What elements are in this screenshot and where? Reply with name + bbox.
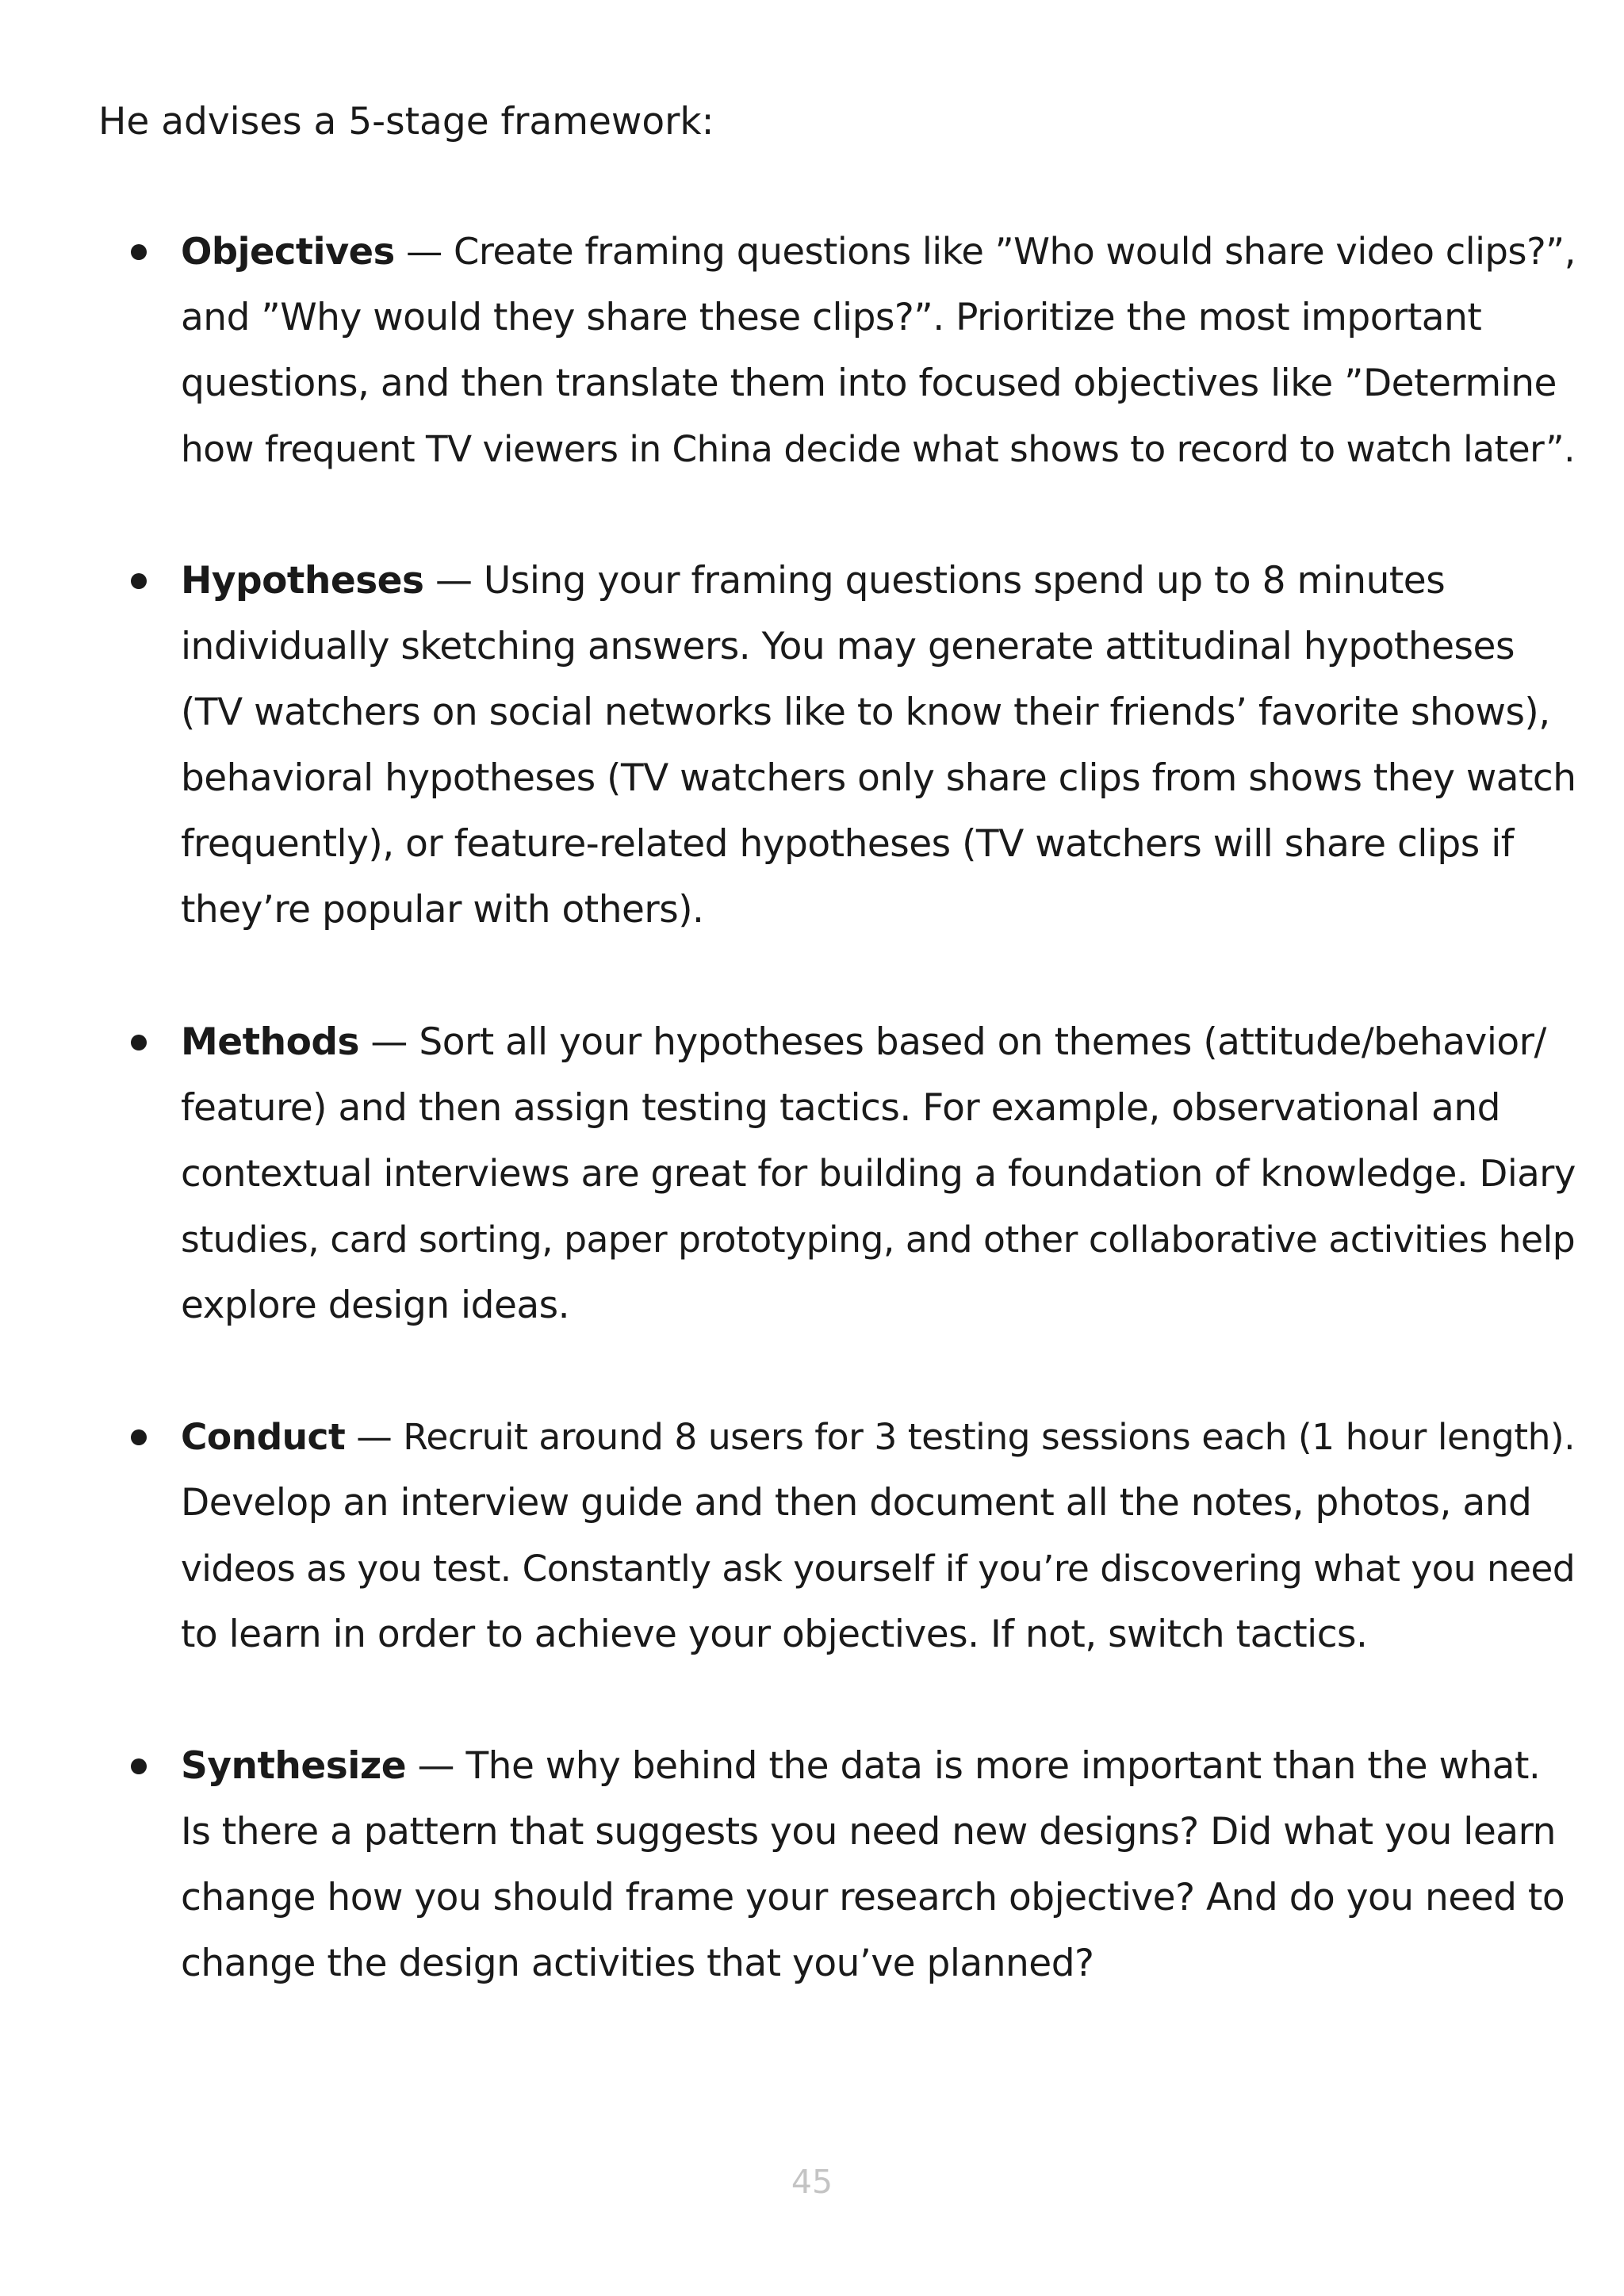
item-line: change how you should frame your research objective? And do you need to: [181, 1876, 1565, 1919]
item-text: — Using your framing questions spend up to 8 minutes: [423, 559, 1446, 603]
item-line: Develop an interview guide and then document all the notes, photos, and: [181, 1481, 1532, 1525]
item-line: [181, 1733, 1541, 1799]
item-term: Objectives: [181, 230, 395, 273]
bullet-icon: [131, 1035, 147, 1050]
item-text: — The why behind the data is more important than the what.: [406, 1744, 1541, 1788]
item-line: frequently), or feature-related hypotheses (TV watchers will share clips if: [181, 822, 1514, 866]
bullet-icon: [131, 244, 147, 260]
bullet-icon: [131, 1758, 147, 1774]
list-item-hypotheses: [181, 548, 1576, 943]
item-line: contextual interviews are great for building a foundation of knowledge. Diary: [181, 1152, 1576, 1195]
list-item-objectives: [181, 219, 1576, 482]
item-text: — Create framing questions like ”Who would share video clips?”,: [394, 230, 1576, 273]
item-line: Is there a pattern that suggests you need new designs? Did what you learn: [181, 1810, 1556, 1854]
item-line: and ”Why would they share these clips?”. Prioritize the most important: [181, 296, 1482, 339]
item-line: studies, card sorting, paper prototyping, and other collaborative activities help: [181, 1219, 1576, 1261]
item-line: questions, and then translate them into focused objectives like ”Determine: [181, 362, 1557, 405]
item-line: to learn in order to achieve your objectives. If not, switch tactics.: [181, 1613, 1368, 1656]
bullet-icon: [131, 573, 147, 589]
item-text: — Recruit around 8 users for 3 testing sessions each (1 hour length).: [345, 1416, 1576, 1458]
item-line: feature) and then assign testing tactics. For example, observational and: [181, 1086, 1500, 1130]
item-line: [181, 219, 1576, 285]
item-line: [181, 1009, 1546, 1075]
item-line: change the design activities that you’ve planned?: [181, 1942, 1094, 1985]
item-line: [181, 548, 1529, 614]
list-item-methods: [181, 1009, 1576, 1338]
item-term: Synthesize: [181, 1744, 407, 1788]
item-line: how frequent TV viewers in China decide what shows to record to watch later”.: [181, 428, 1575, 470]
item-term: Methods: [181, 1020, 359, 1064]
page-number: 45: [791, 2163, 833, 2201]
item-line: (TV watchers on social networks like to know their friends’ favorite shows),: [181, 691, 1550, 734]
item-line: explore design ideas.: [181, 1284, 570, 1327]
item-line: individually sketching answers. You may generate attitudinal hypotheses: [181, 625, 1515, 668]
item-term: Conduct: [181, 1416, 346, 1458]
item-text: — Sort all your hypotheses based on themes (attitude/behavior/: [358, 1020, 1546, 1064]
bullet-icon: [131, 1429, 147, 1445]
item-line: behavioral hypotheses (TV watchers only share clips from shows they watch: [181, 756, 1576, 800]
list-item-synthesize: [181, 1733, 1565, 1996]
item-term: Hypotheses: [181, 559, 424, 603]
intro-text: He advises a 5-stage framework:: [98, 100, 714, 144]
item-line: [181, 1404, 1576, 1470]
item-line: videos as you test. Constantly ask yourself if you’re discovering what you need: [181, 1548, 1576, 1590]
item-line: they’re popular with others).: [181, 888, 704, 932]
list-item-conduct: [181, 1404, 1576, 1667]
